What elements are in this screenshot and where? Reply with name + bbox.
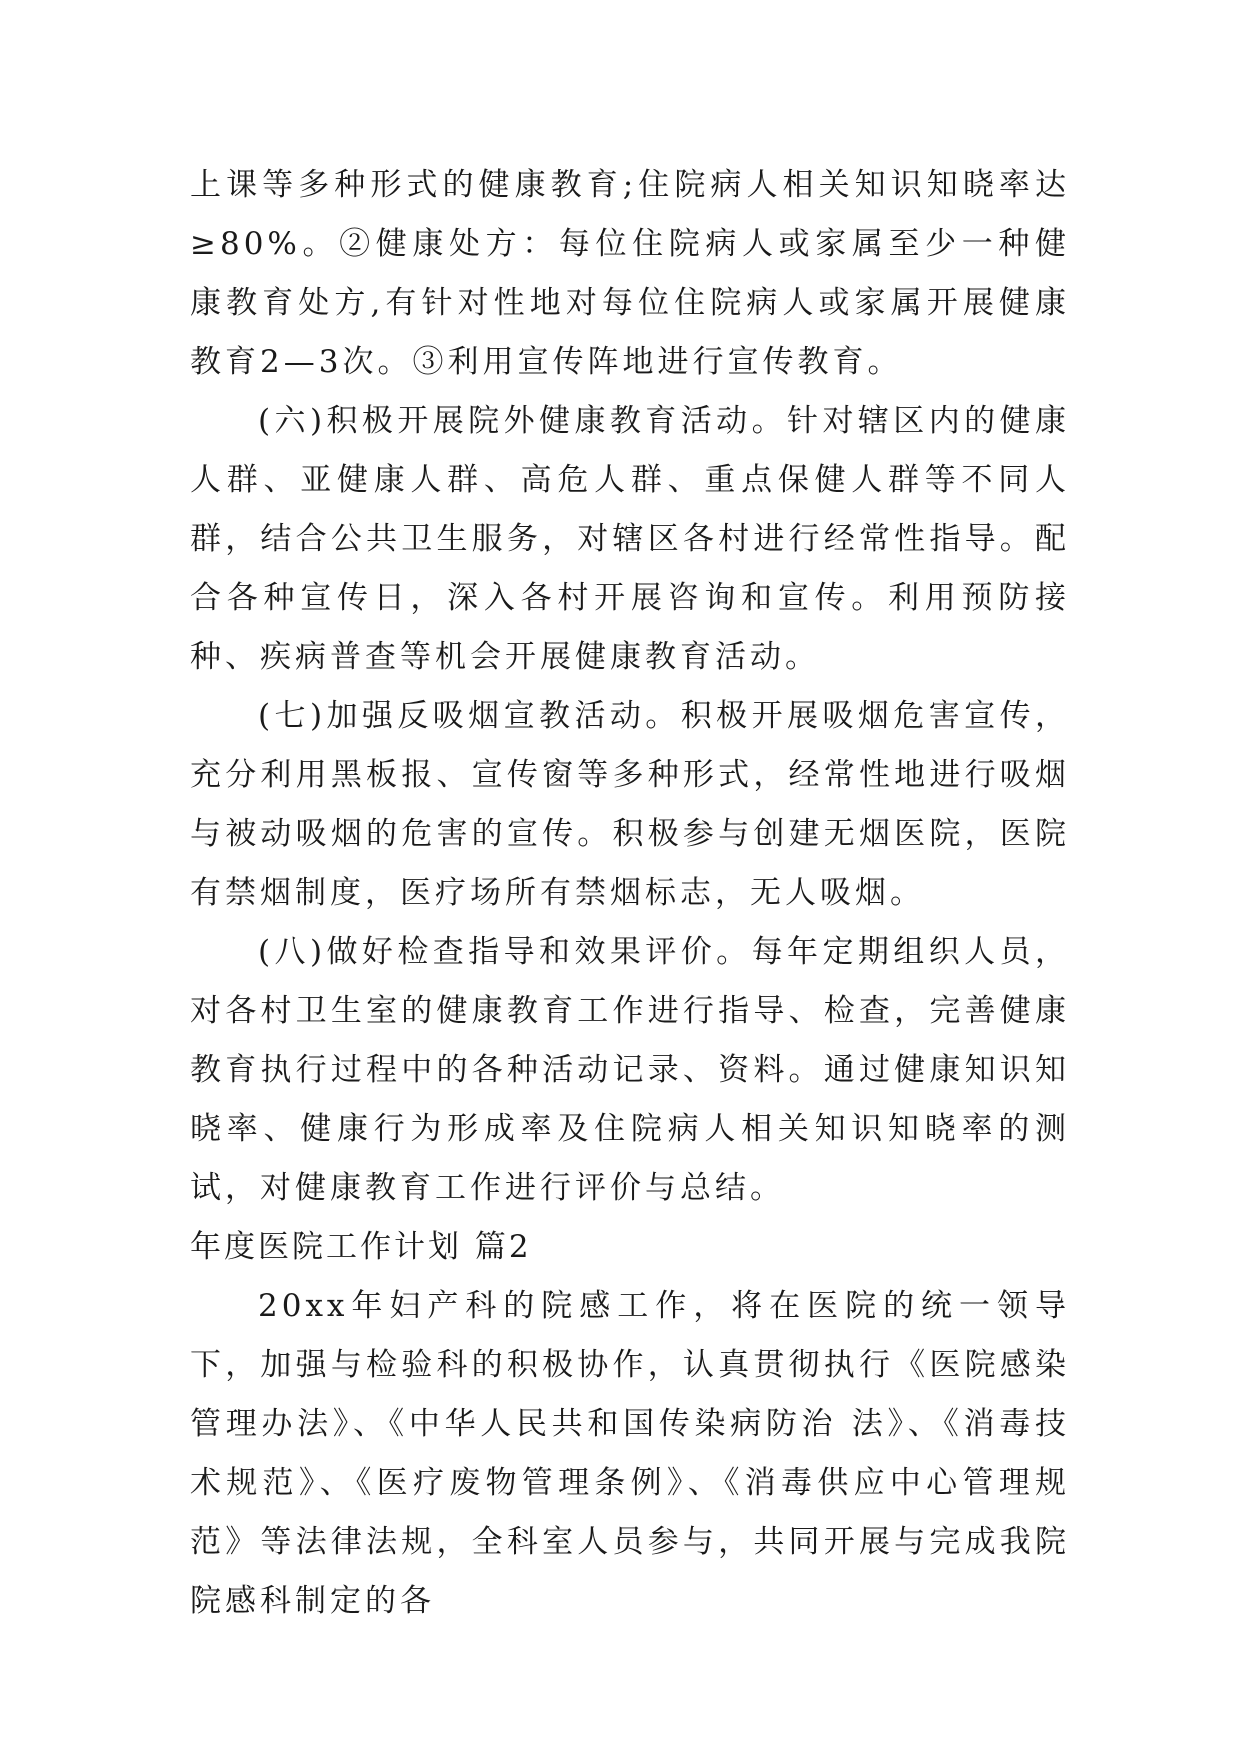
paragraph-outreach-education: (六)积极开展院外健康教育活动。针对辖区内的健康人群、亚健康人群、高危人群、重点保健人群等不同人群，结合公共卫生服务，对辖区各村进行经常性指导。配合各种宣传日，深入各村开展咨询和宣传。利用预防接种、疾病普查等机会开展健康教育活动。 xyxy=(190,403,1070,675)
document-body xyxy=(190,156,1070,1631)
section-title: 年度医院工作计划 篇2 xyxy=(190,1229,532,1265)
paragraph-infection-control: 20xx年妇产科的院感工作，将在医院的统一领导下，加强与检验科的积极协作，认真贯彻执行《医院感染管理办法》、《中华人民共和国传染病防治 法》、《消毒技术规范》、《医疗废物管理条例》、《消毒供应中心管理规范》等法律法规，全科室人员参与，共同开展与完成我院院感科制定的各 xyxy=(190,1288,1070,1619)
paragraph-health-prescription: 上课等多种形式的健康教育;住院病人相关知识知晓率达≥80%。②健康处方：每位住院病人或家属至少一种健康教育处方,有针对性地对每位住院病人或家属开展健康教育2—3次。③利用宣传阵地进行宣传教育。 xyxy=(190,167,1070,380)
paragraph-inspection-evaluation: (八)做好检查指导和效果评价。每年定期组织人员，对各村卫生室的健康教育工作进行指导、检查，完善健康教育执行过程中的各种活动记录、资料。通过健康知识知晓率、健康行为形成率及住院病人相关知识知晓率的测试，对健康教育工作进行评价与总结。 xyxy=(190,934,1070,1206)
paragraph-anti-smoking: (七)加强反吸烟宣教活动。积极开展吸烟危害宣传，充分利用黑板报、宣传窗等多种形式，经常性地进行吸烟与被动吸烟的危害的宣传。积极参与创建无烟医院，医院有禁烟制度，医疗场所有禁烟标志，无人吸烟。 xyxy=(190,698,1070,911)
